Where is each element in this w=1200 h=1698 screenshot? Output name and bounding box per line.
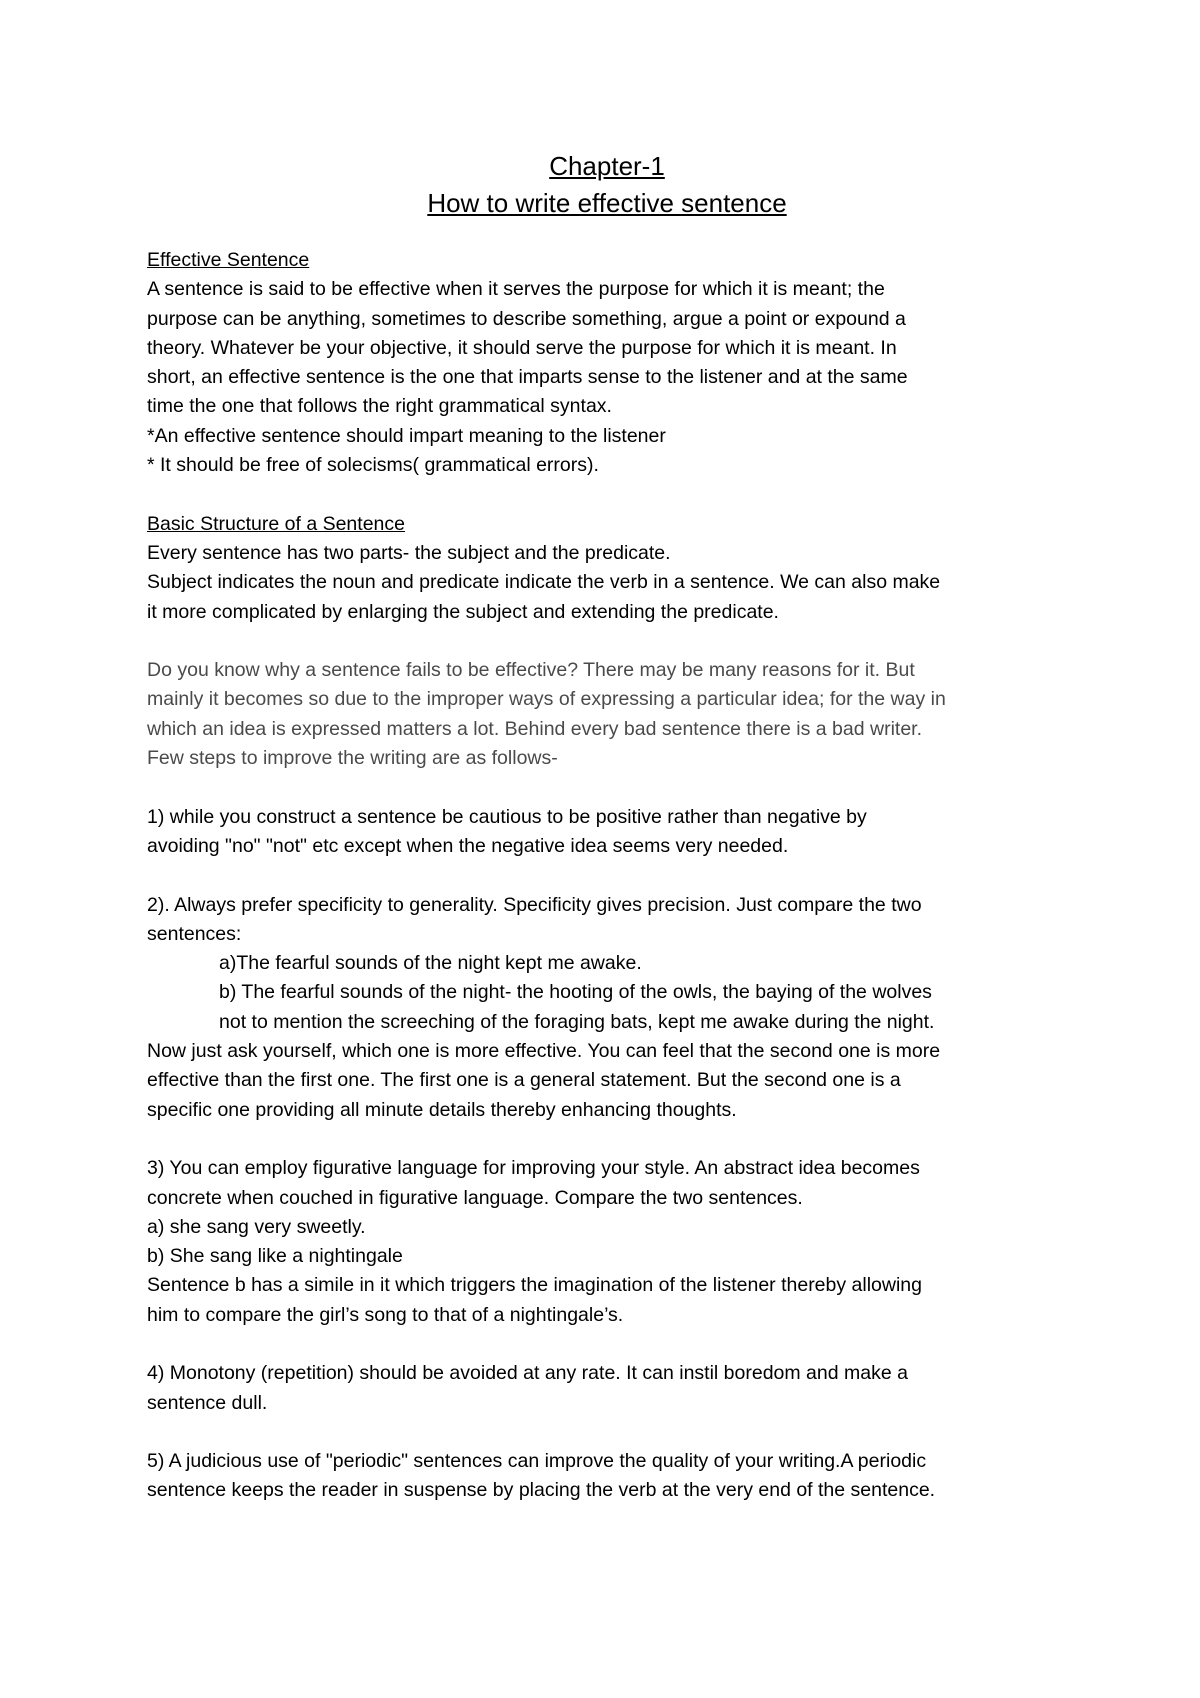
text-line: concrete when couched in figurative language. Compare the two sentences.: [147, 1186, 803, 1209]
text-line: specific one providing all minute details thereby enhancing thoughts.: [147, 1098, 737, 1121]
section-heading-effective: Effective Sentence: [147, 249, 310, 271]
text-line: sentence dull.: [147, 1391, 268, 1414]
point-1: [147, 803, 1067, 862]
text-line: 5) A judicious use of "periodic" sentences can improve the quality of your writing.A periodic: [147, 1450, 927, 1473]
intro-paragraph: [147, 656, 1067, 773]
text-line: Do you know why a sentence fails to be effective? There may be many reasons for it. But: [147, 659, 915, 682]
text-line: Sentence b has a simile in it which triggers the imagination of the listener thereby allowing: [147, 1274, 923, 1297]
text-line: 3) You can employ figurative language for improving your style. An abstract idea becomes: [147, 1157, 920, 1180]
point-3: [147, 1154, 1067, 1330]
text-line: 2). Always prefer specificity to generality. Specificity gives precision. Just compare the two: [147, 893, 922, 916]
chapter-subtitle: How to write effective sentence: [427, 188, 787, 218]
bullet-line: *An effective sentence should impart meaning to the listener: [147, 424, 666, 447]
text-line: Now just ask yourself, which one is more effective. You can feel that the second one is more: [147, 1040, 941, 1063]
section-effective-sentence: [147, 246, 1067, 480]
text-line: sentence keeps the reader in suspense by placing the verb at the very end of the sentence.: [147, 1479, 936, 1502]
point-2: [147, 891, 1067, 1125]
text-line: a) she sang very sweetly.: [147, 1215, 366, 1238]
text-line: which an idea is expressed matters a lot. Behind every bad sentence there is a bad writer.: [147, 717, 923, 740]
text-line: Few steps to improve the writing are as follows-: [147, 747, 558, 770]
text-line: short, an effective sentence is the one that imparts sense to the listener and at the same: [147, 366, 908, 389]
text-line: him to compare the girl’s song to that of a nightingale’s.: [147, 1303, 624, 1326]
text-line: avoiding "no" "not" etc except when the negative idea seems very needed.: [147, 834, 789, 857]
point-5: [147, 1447, 1067, 1506]
text-line: theory. Whatever be your objective, it should serve the purpose for which it is meant. In: [147, 336, 897, 359]
text-line: 1) while you construct a sentence be cautious to be positive rather than negative by: [147, 805, 867, 828]
example-line: a)The fearful sounds of the night kept me awake.: [219, 952, 642, 975]
section-basic-structure: [147, 510, 1067, 627]
text-line: it more complicated by enlarging the subject and extending the predicate.: [147, 600, 779, 623]
text-line: effective than the first one. The first one is a general statement. But the second one is a: [147, 1069, 901, 1092]
chapter-title: Chapter-1: [549, 151, 665, 181]
document-body: [147, 148, 1067, 1506]
text-line: Subject indicates the noun and predicate indicate the verb in a sentence. We can also make: [147, 571, 941, 594]
text-line: b) She sang like a nightingale: [147, 1245, 403, 1268]
example-line: b) The fearful sounds of the night- the hooting of the owls, the baying of the wolves: [219, 981, 932, 1004]
text-line: A sentence is said to be effective when it serves the purpose for which it is meant; the: [147, 278, 885, 301]
text-line: Every sentence has two parts- the subject and the predicate.: [147, 541, 671, 564]
bullet-line: * It should be free of solecisms( grammatical errors).: [147, 454, 599, 477]
text-line: 4) Monotony (repetition) should be avoided at any rate. It can instil boredom and make a: [147, 1362, 908, 1385]
point-4: [147, 1359, 1067, 1418]
text-line: mainly it becomes so due to the improper ways of expressing a particular idea; for the way in: [147, 688, 946, 711]
text-line: time the one that follows the right grammatical syntax.: [147, 395, 612, 418]
text-line: sentences:: [147, 922, 242, 945]
title-block: [147, 148, 1067, 222]
example-line: not to mention the screeching of the foraging bats, kept me awake during the night.: [219, 1010, 935, 1033]
section-heading-basic: Basic Structure of a Sentence: [147, 512, 405, 535]
text-line: purpose can be anything, sometimes to describe something, argue a point or expound a: [147, 307, 906, 330]
